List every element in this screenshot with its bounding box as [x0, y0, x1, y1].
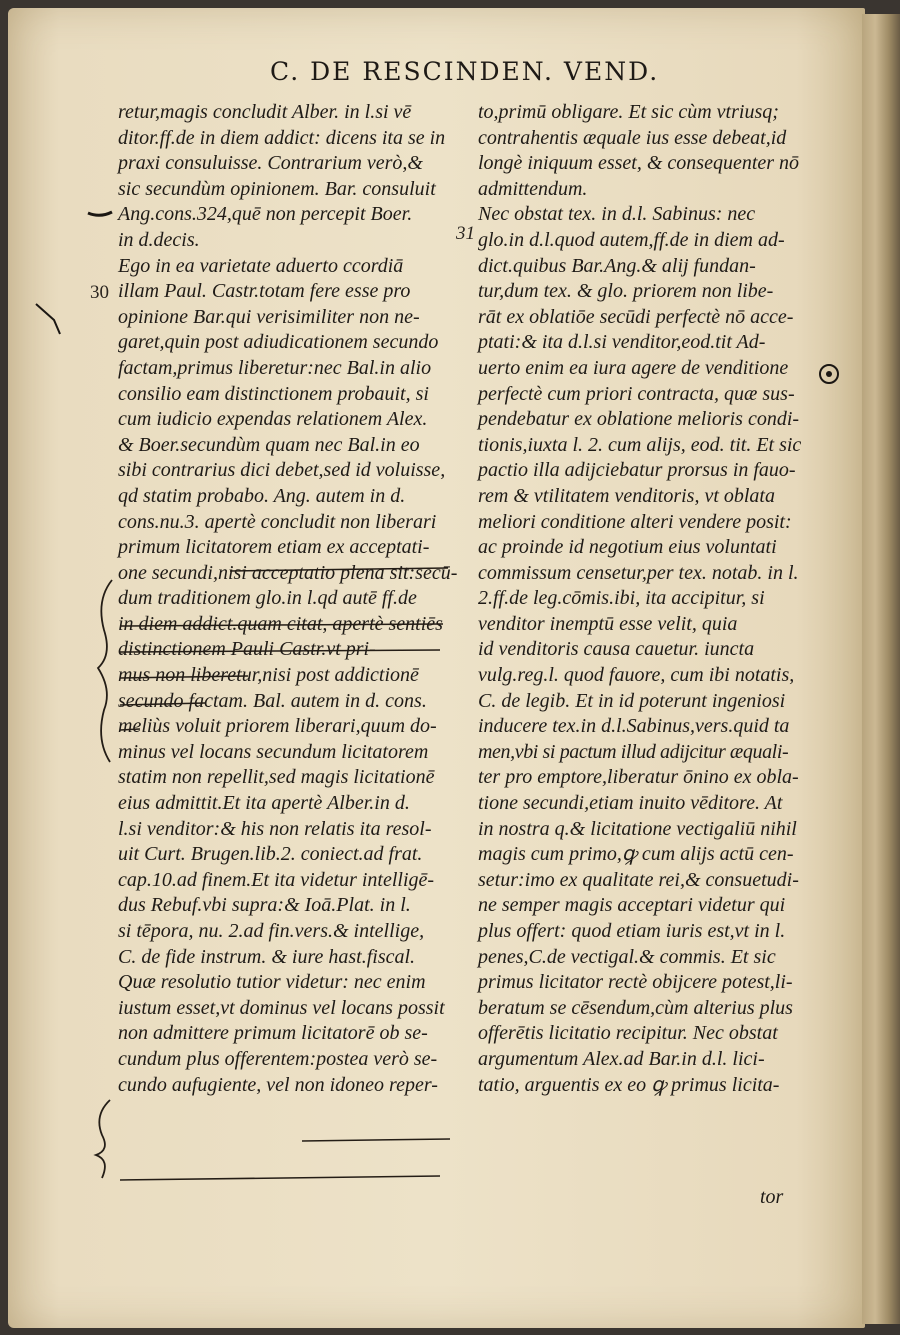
left-column-line: iustum esset,vt dominus vel locans possit [118, 996, 445, 1019]
catchword: tor [760, 1186, 784, 1208]
left-column-line: non admittere primum licitatorē ob se- [118, 1022, 428, 1045]
right-column-line: C. de legib. Et in id poterunt ingeniosi [478, 689, 786, 712]
left-column-line: consilio eam distinctionem probauit, si [118, 382, 429, 405]
right-column-line: pactio illa adijciebatur prorsus in fauo- [478, 459, 796, 482]
right-column-line: pendebatur ex oblatione melioris condi- [478, 408, 800, 431]
right-column-line: Nec obstat tex. in d.l. Sabinus: nec [478, 203, 756, 226]
left-column-line: qd statim probabo. Ang. autem in d. [118, 484, 406, 507]
right-column-line: vulg.reg.l. quod fauore, cum ibi notatis, [478, 664, 795, 687]
left-column-line: mus non liberetur,nisi post addictionē [118, 664, 419, 687]
right-column-line: magis cum primo,ꝙ cum alijs actū cen- [478, 843, 794, 866]
right-column-line: tatio, arguentis ex eo ꝙ primus licita- [478, 1073, 780, 1096]
left-column-line: uit Curt. Brugen.lib.2. coniect.ad frat. [118, 843, 423, 866]
right-column-line: inducere tex.in d.l.Sabinus,vers.quid ta [478, 715, 790, 738]
right-column-line: dict.quibus Bar.Ang.& alij fundan- [478, 254, 756, 277]
left-column-line: Ego in ea varietate aduerto ccordiā [118, 254, 404, 277]
right-column-line: glo.in d.l.quod autem,ff.de in diem ad- [478, 228, 785, 251]
left-column-line: retur,magis concludit Alber. in l.si vē [118, 101, 412, 123]
left-column-line: secundo factam. Bal. autem in d. cons. [118, 689, 427, 712]
left-column-line: & Boer.secundùm quam nec Bal.in eo [118, 433, 420, 456]
left-column-line: Quæ resolutio tutior videtur: nec enim [118, 971, 426, 994]
left-column-line: meliùs voluit priorem liberari,quum do- [118, 715, 437, 738]
right-column-line: ne semper magis acceptari videtur qui [478, 894, 786, 917]
left-column-line: statim non repellit,sed magis licitationē [118, 766, 435, 789]
right-column-line: argumentum Alex.ad Bar.in d.l. lici- [478, 1047, 765, 1070]
left-column-line: C. de fide instrum. & iure hast.fiscal. [118, 945, 416, 968]
right-column-line: in nostra q.& licitatione vectigaliū nihil [478, 817, 797, 840]
right-column-line: ter pro emptore,liberatur ōnino ex obla- [478, 766, 799, 789]
right-column-line: contrahentis æquale ius esse debeat,id [478, 126, 787, 149]
right-column-line: tione secundi,etiam inuito vēditore. At [478, 792, 783, 815]
left-column-line: in diem addict.quam citat, apertè sentiēs [118, 612, 443, 635]
left-column-line: si tēpora, nu. 2.ad fin.vers.& intellige, [118, 920, 425, 942]
left-column-line: opinione Bar.qui verisimiliter non ne- [118, 305, 420, 328]
right-column-line: rāt ex oblatiōe secūdi perfectè nō acce- [478, 305, 794, 328]
right-column-line: commissum censetur,per tex. notab. in l. [478, 561, 799, 584]
right-column-line: primus licitator rectè obijcere potest,li- [478, 971, 793, 994]
right-column-line: longè iniquum esset, & consequenter nō [478, 152, 800, 175]
left-column-line: l.si venditor:& his non relatis ita resol- [118, 817, 432, 840]
right-column-line: rem & vtilitatem venditoris, vt oblata [478, 484, 775, 507]
left-column-line: illam Paul. Castr.totam fere esse pro [118, 280, 411, 303]
right-column-line: 2.ff.de leg.cōmis.ibi, ita accipitur, si [478, 587, 765, 610]
left-column-line: cum iudicio expendas relationem Alex. [118, 408, 428, 431]
right-column-line: uerto enim ea iura agere de venditione [478, 356, 789, 379]
left-column-line: cap.10.ad finem.Et ita videtur intelligē- [118, 868, 435, 891]
left-column-line: cundum plus offerentem:postea verò se- [118, 1047, 438, 1070]
left-column-line: praxi consuluisse. Contrarium verò,& [118, 152, 423, 175]
left-column-line: minus vel locans secundum licitatorem [118, 740, 429, 763]
left-column-line: factam,primus liberetur:nec Bal.in alio [118, 356, 432, 379]
right-column-line: setur:imo ex qualitate rei,& consuetudi- [478, 868, 799, 891]
left-column-line: eius admittit.Et ita apertè Alber.in d. [118, 792, 410, 815]
right-column-line: men,vbi si pactum illud adijcitur æquali- [478, 740, 789, 763]
left-column-line: in d.decis. [118, 228, 200, 251]
left-column-line: primum licitatorem etiam ex acceptati- [118, 536, 430, 559]
left-column-line: cundo aufugiente, vel non idoneo reper- [118, 1073, 438, 1096]
right-column-line: admittendum. [478, 177, 588, 200]
facing-page-edge [862, 14, 900, 1324]
left-text-column [118, 100, 463, 1098]
margin-number-right: 31 [456, 223, 475, 244]
margin-number-left: 30 [90, 282, 109, 303]
left-column-line: distinctionem Pauli Castr.vt pri- [118, 638, 376, 661]
circle-dot-mark [817, 362, 841, 386]
right-column-line: perfectè cum priori contracta, quæ sus- [478, 382, 795, 405]
right-column-line: venditor inemptū esse velit, quia [478, 612, 738, 635]
right-column-line: tur,dum tex. & glo. priorem non libe- [478, 280, 774, 303]
right-column-line: id venditoris causa cauetur. iuncta [478, 638, 755, 661]
right-column-line: tionis,iuxta l. 2. cum alijs, eod. tit. Et sic [478, 433, 802, 456]
left-column-line: ditor.ff.de in diem addict: dicens ita se in [118, 126, 446, 149]
left-column-line: cons.nu.3. apertè concludit non liberari [118, 510, 437, 533]
left-column-line: sic secundùm opinionem. Bar. consuluit [118, 177, 436, 200]
right-column-line: ac proinde id negotium eius voluntati [478, 536, 777, 559]
right-text-column [478, 100, 803, 1098]
left-column-line: dus Rebuf.vbi supra:& Ioā.Plat. in l. [118, 894, 411, 917]
left-column-line: sibi contrarius dici debet,sed id voluisse, [118, 459, 446, 482]
right-column-line: offerētis licitatio recipitur. Nec obstat [478, 1022, 778, 1045]
left-column-line: one secundi,nisi acceptatio plena sit:secū- [118, 561, 458, 584]
running-header: C. DE RESCINDEN. VEND. [270, 57, 660, 86]
right-column-line: to,primū obligare. Et sic cùm vtriusq; [478, 101, 779, 123]
left-column-line: garet,quin post adiudicationem secundo [118, 331, 439, 354]
right-column-line: plus offert: quod etiam iuris est,vt in l. [478, 920, 786, 942]
right-column-line: meliori conditione alteri vendere posit: [478, 510, 792, 533]
right-column-line: ptati:& ita d.l.si venditor,eod.tit Ad- [478, 331, 766, 354]
right-column-line: beratum se cēsendum,cùm alterius plus [478, 996, 793, 1019]
left-column-line: Ang.cons.324,quē non percepit Boer. [118, 203, 413, 226]
left-column-line: dum traditionem glo.in l.qd autē ff.de [118, 587, 417, 610]
right-column-line: penes,C.de vectigal.& commis. Et sic [478, 945, 776, 968]
